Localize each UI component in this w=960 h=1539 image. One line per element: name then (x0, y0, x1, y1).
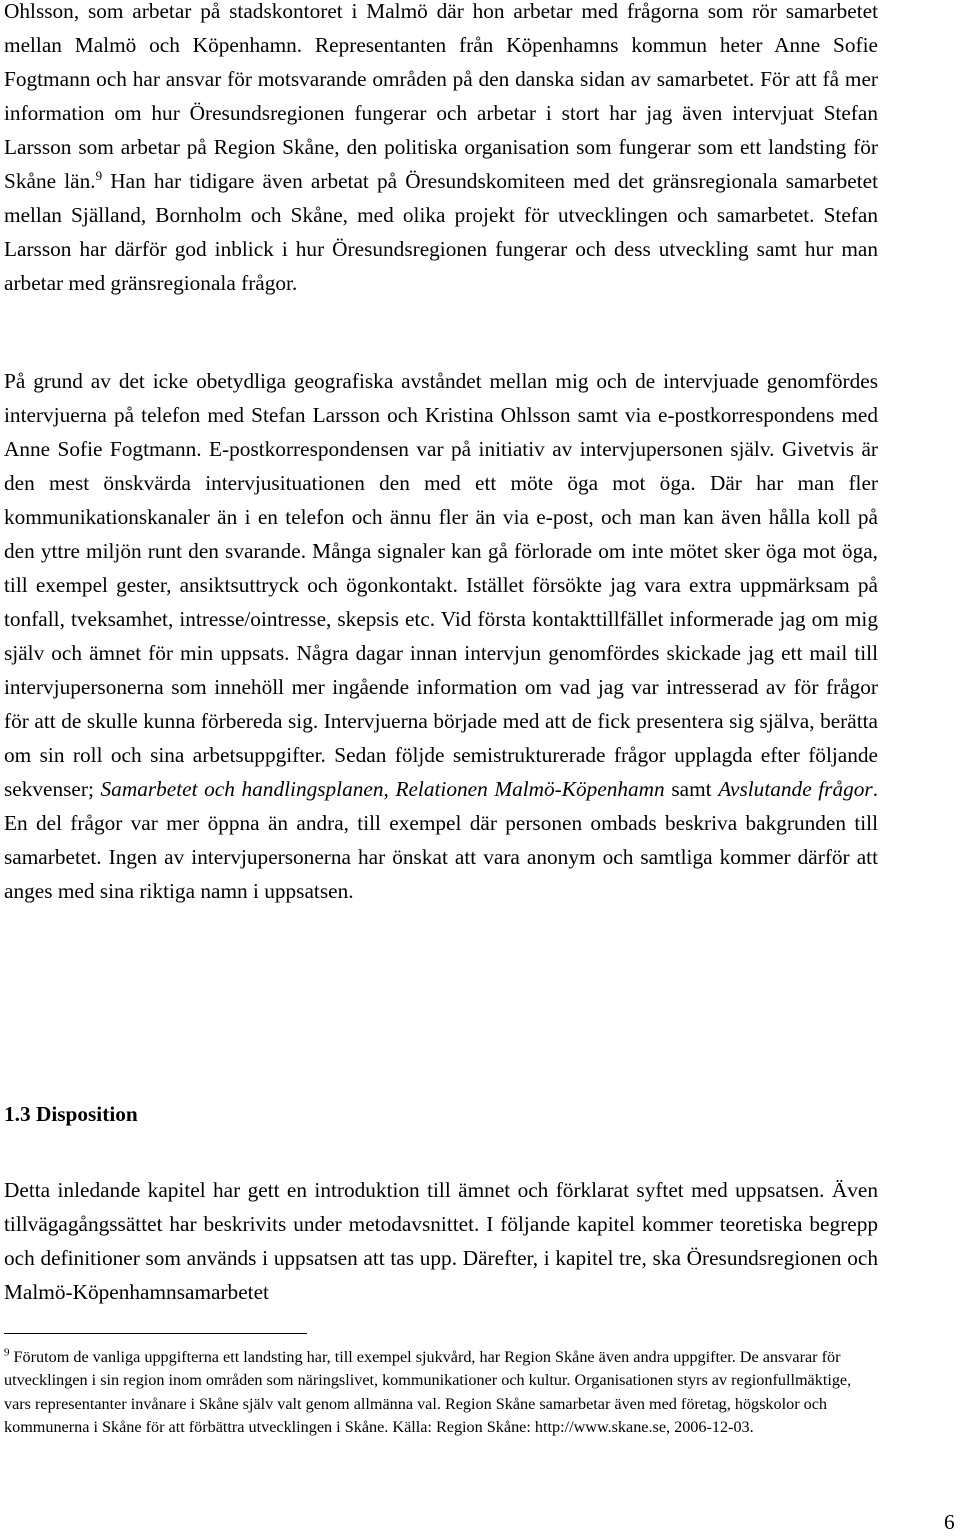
paragraph-text: Ohlsson, som arbetar på stadskontoret i Malmö där hon arbetar med frågorna som rör samarbetet mellan Malmö och Köpenhamn. Representanten från Köpenhamns kommun heter Anne Sofie Fogtmann och har ansvar för motsvarande områden på den danska sidan av samarbetet. För att få mer information om hur Öresundsregionen fungerar och arbetar i stort har jag även intervjuat Stefan Larsson som arbetar på Region Skåne, den politiska organisation som fungerar som ett landsting för Skåne län. (4, 0, 878, 193)
separator-text: , (383, 777, 396, 801)
paragraph-text: På grund av det icke obetydliga geografiska avståndet mellan mig och de intervjuade genomfördes intervjuerna på telefon med Stefan Larsson och Kristina Ohlsson samt via e-postkorrespondens med Anne Sofie Fogtmann. E-postkorrespondensen var på initiativ av intervjupersonen själv. Givetvis är den mest önskvärda intervjusituationen den med ett möte öga mot öga. Där har man fler kommunikationskanaler än i en telefon och ännu fler än via e-post, och man kan även hålla koll på den yttre miljön runt den svarande. Många signaler kan gå förlorade om inte mötet sker öga mot öga, till exempel gester, ansiktsuttryck och ögonkontakt. Istället försökte jag vara extra uppmärksam på tonfall, tveksamhet, intresse/ointresse, skepsis etc. Vid första kontakttillfället informerade jag om mig själv och ämnet för min uppsats. Några dagar innan intervjun genomfördes skickade jag ett mail till intervjupersonerna som innehöll mer ingående information om vad jag var intresserad av för frågor för att de skulle kunna förbereda sig. Intervjuerna började med att de fick presentera sig själva, berätta om sin roll och sina arbetsuppgifter. Sedan följde semistrukturerade frågor upplagda efter följande sekvenser; (4, 369, 878, 801)
page-number: 6 (944, 1510, 955, 1534)
footnote-divider (4, 1333, 307, 1334)
paragraph-text: Han har tidigare även arbetat på Öresundskomiteen med det gränsregionala samarbetet mellan Själland, Bornholm och Skåne, med olika projekt för utvecklingen och samarbetet. Stefan Larsson har därför god inblick i hur Öresundsregionen fungerar och dess utveckling samt hur man arbetar med gränsregionala frågor. (4, 169, 878, 295)
paragraph-text: . En del frågor var mer öppna än andra, till exempel där personen ombads beskriva bakgrunden till samarbetet. Ingen av intervjupersonerna har önskat att vara anonym och samtliga kommer därför att anges med sina riktiga namn i uppsatsen. (4, 777, 879, 903)
section-heading: 1.3 Disposition (4, 1102, 138, 1126)
italic-sequence-3: Avslutande frågor (718, 777, 873, 801)
footnote-reference: 9 (95, 167, 103, 183)
italic-sequence-1: Samarbetet och handlingsplanen (100, 777, 384, 801)
paragraph-interview-method (4, 364, 878, 908)
footnote (4, 1346, 872, 1439)
paragraph-disposition: Detta inledande kapitel har gett en introduktion till ämnet och förklarat syftet med uppsatsen. Även tillvägagångssättet har beskrivits under metodavsnittet. I följande kapitel kommer teoretiska begrepp och definitioner som används i uppsatsen att tas upp. Därefter, i kapitel tre, ska Öresundsregionen och Malmö-Köpenhamnsamarbetet (4, 1178, 878, 1304)
footnote-text: Förutom de vanliga uppgifterna ett landsting har, till exempel sjukvård, har Region Skåne även andra uppgifter. De ansvarar för utvecklingen i sin region inom områden som näringslivet, kommunikationer och kultur. Organisationen styrs av regionfullmäktige, vars representanter invånare i Skåne själv valt genom allmänna val. Region Skåne samarbetar även med företag, högskolor och kommunerna i Skåne för att förbättra utvecklingen i Skåne. Källa: Region Skåne: http://www.skane.se, 2006-12-03. (4, 1348, 852, 1436)
paragraph-interviewees (4, 0, 878, 300)
italic-sequence-2: Relationen Malmö-Köpenhamn (395, 777, 665, 801)
separator-text: samt (664, 777, 719, 801)
footnote-number: 9 (4, 1346, 10, 1359)
